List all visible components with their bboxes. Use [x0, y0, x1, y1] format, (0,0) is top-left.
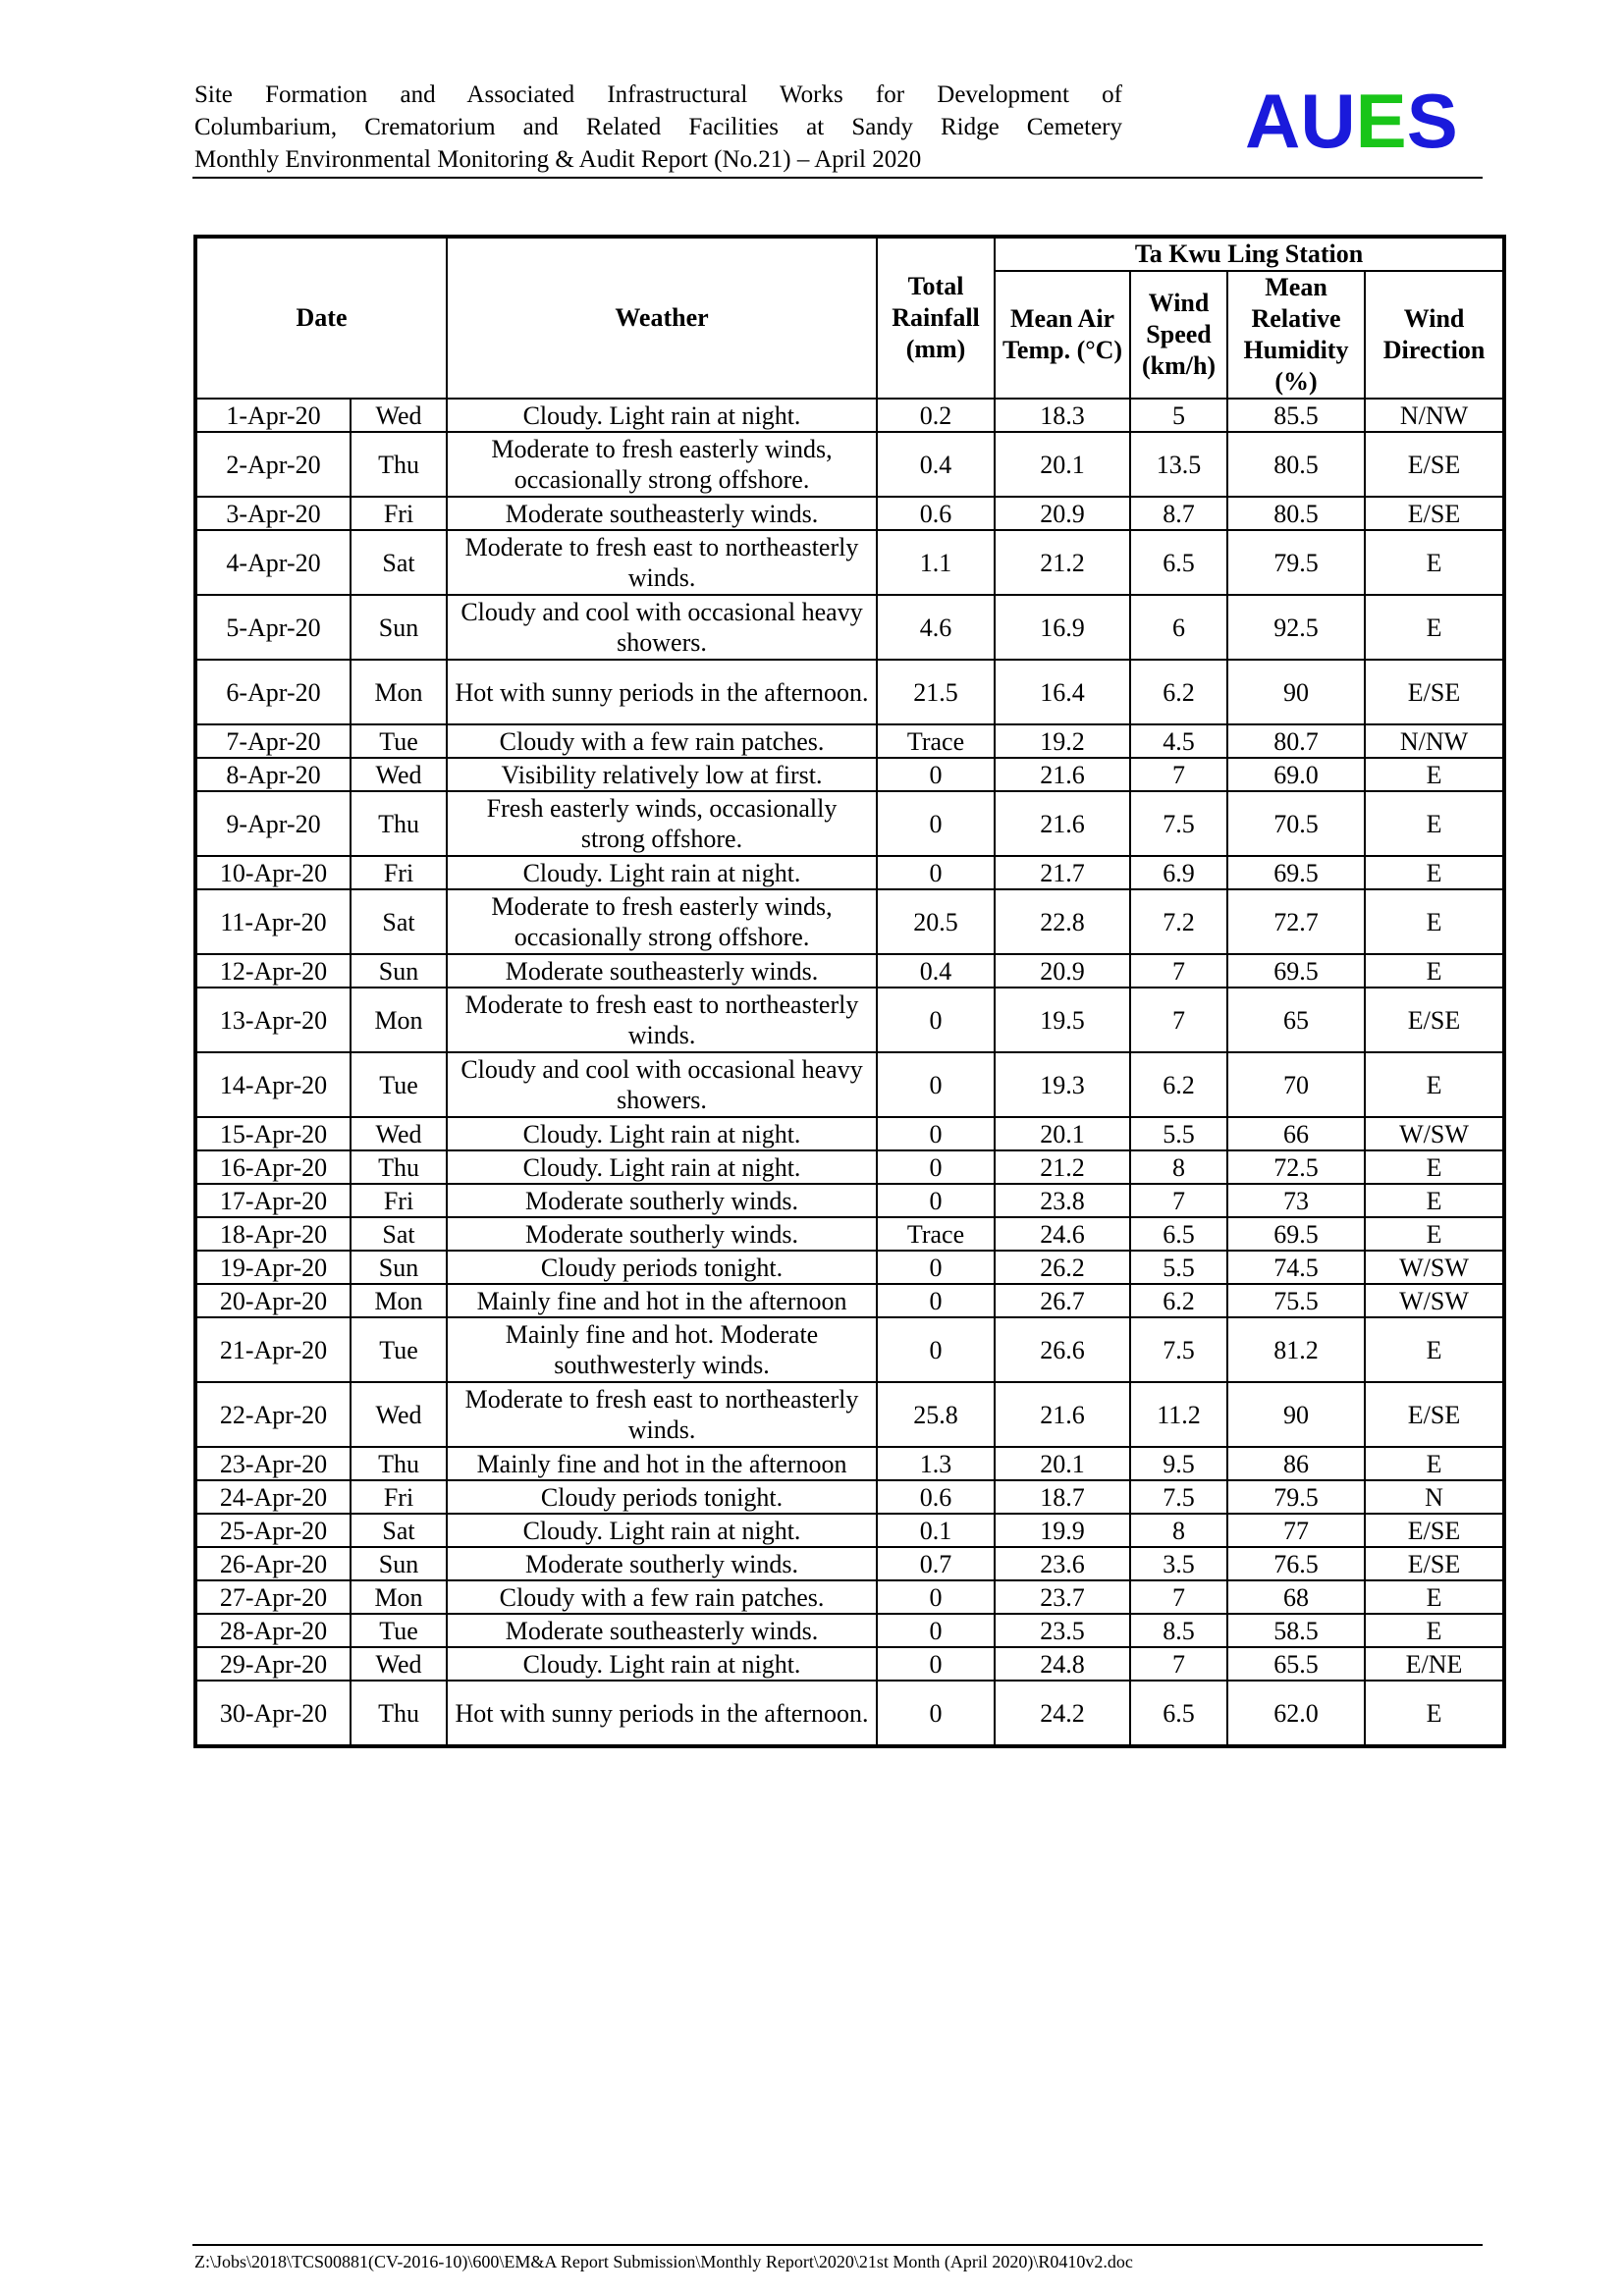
cell-weather: Moderate southeasterly winds. — [447, 497, 877, 530]
cell-temp: 26.6 — [995, 1317, 1130, 1382]
cell-humidity: 80.7 — [1227, 724, 1365, 758]
cell-day: Fri — [351, 497, 447, 530]
cell-rainfall: 0 — [877, 1117, 995, 1150]
cell-wind-speed: 7 — [1130, 1580, 1227, 1614]
cell-wind-speed: 13.5 — [1130, 432, 1227, 497]
table-row — [195, 660, 1504, 724]
cell-rainfall: 0.2 — [877, 399, 995, 432]
cell-day: Fri — [351, 1184, 447, 1217]
cell-humidity: 85.5 — [1227, 399, 1365, 432]
cell-rainfall: 1.1 — [877, 530, 995, 595]
cell-wind-direction: E — [1365, 889, 1504, 954]
cell-date: 26-Apr-20 — [195, 1547, 351, 1580]
header-wind-direction: Wind Direction — [1365, 271, 1504, 399]
cell-wind-speed: 6.5 — [1130, 1681, 1227, 1746]
cell-temp: 21.2 — [995, 530, 1130, 595]
cell-rainfall: 0 — [877, 758, 995, 791]
cell-rainfall: 0 — [877, 1150, 995, 1184]
cell-rainfall: Trace — [877, 724, 995, 758]
cell-weather: Moderate to fresh east to northeasterly winds. — [447, 1382, 877, 1447]
cell-rainfall: 0 — [877, 1251, 995, 1284]
cell-day: Tue — [351, 1317, 447, 1382]
cell-wind-speed: 6.5 — [1130, 1217, 1227, 1251]
cell-temp: 18.3 — [995, 399, 1130, 432]
cell-day: Tue — [351, 1052, 447, 1117]
cell-day: Tue — [351, 724, 447, 758]
cell-weather: Cloudy periods tonight. — [447, 1251, 877, 1284]
table-row — [195, 954, 1504, 988]
cell-humidity: 70.5 — [1227, 791, 1365, 856]
table-row — [195, 1447, 1504, 1480]
cell-wind-speed: 6.9 — [1130, 856, 1227, 889]
cell-wind-direction: E — [1365, 530, 1504, 595]
cell-wind-direction: N — [1365, 1480, 1504, 1514]
weather-rows — [195, 399, 1504, 1746]
table-row — [195, 889, 1504, 954]
cell-wind-direction: E/SE — [1365, 660, 1504, 724]
cell-wind-direction: E — [1365, 1052, 1504, 1117]
cell-date: 10-Apr-20 — [195, 856, 351, 889]
cell-date: 14-Apr-20 — [195, 1052, 351, 1117]
table-row — [195, 1580, 1504, 1614]
table-row — [195, 988, 1504, 1052]
cell-weather: Cloudy and cool with occasional heavy showers. — [447, 595, 877, 660]
cell-temp: 20.1 — [995, 1117, 1130, 1150]
cell-date: 8-Apr-20 — [195, 758, 351, 791]
cell-humidity: 79.5 — [1227, 530, 1365, 595]
cell-rainfall: 0 — [877, 856, 995, 889]
table-row — [195, 1217, 1504, 1251]
cell-date: 2-Apr-20 — [195, 432, 351, 497]
table-row — [195, 1681, 1504, 1746]
header-divider — [192, 177, 1483, 179]
cell-wind-speed: 8.5 — [1130, 1614, 1227, 1647]
header-rainfall: Total Rainfall (mm) — [877, 237, 995, 399]
cell-temp: 20.1 — [995, 432, 1130, 497]
cell-weather: Moderate to fresh east to northeasterly winds. — [447, 530, 877, 595]
cell-wind-direction: E — [1365, 1614, 1504, 1647]
cell-humidity: 74.5 — [1227, 1251, 1365, 1284]
report-title — [194, 79, 1122, 176]
cell-temp: 24.8 — [995, 1647, 1130, 1681]
cell-humidity: 72.5 — [1227, 1150, 1365, 1184]
cell-date: 1-Apr-20 — [195, 399, 351, 432]
table-row — [195, 1514, 1504, 1547]
cell-day: Sat — [351, 1514, 447, 1547]
cell-date: 23-Apr-20 — [195, 1447, 351, 1480]
cell-humidity: 90 — [1227, 660, 1365, 724]
cell-rainfall: 0 — [877, 791, 995, 856]
cell-wind-direction: E/SE — [1365, 1547, 1504, 1580]
cell-rainfall: 0.7 — [877, 1547, 995, 1580]
cell-day: Sun — [351, 1547, 447, 1580]
cell-wind-direction: E/SE — [1365, 1514, 1504, 1547]
cell-weather: Moderate southerly winds. — [447, 1547, 877, 1580]
cell-wind-speed: 7 — [1130, 758, 1227, 791]
cell-temp: 24.2 — [995, 1681, 1130, 1746]
cell-wind-speed: 7 — [1130, 1647, 1227, 1681]
cell-humidity: 81.2 — [1227, 1317, 1365, 1382]
cell-humidity: 72.7 — [1227, 889, 1365, 954]
logo-part-e: E — [1355, 78, 1407, 164]
cell-wind-speed: 7.5 — [1130, 1480, 1227, 1514]
header-weather: Weather — [447, 237, 877, 399]
cell-rainfall: 25.8 — [877, 1382, 995, 1447]
cell-wind-speed: 8 — [1130, 1150, 1227, 1184]
table-row — [195, 1317, 1504, 1382]
cell-date: 12-Apr-20 — [195, 954, 351, 988]
cell-date: 4-Apr-20 — [195, 530, 351, 595]
cell-rainfall: 1.3 — [877, 1447, 995, 1480]
header-wind-speed: Wind Speed (km/h) — [1130, 271, 1227, 399]
cell-temp: 18.7 — [995, 1480, 1130, 1514]
cell-weather: Cloudy periods tonight. — [447, 1480, 877, 1514]
cell-weather: Moderate to fresh easterly winds, occasionally strong offshore. — [447, 889, 877, 954]
cell-temp: 23.8 — [995, 1184, 1130, 1217]
cell-humidity: 68 — [1227, 1580, 1365, 1614]
cell-date: 29-Apr-20 — [195, 1647, 351, 1681]
cell-wind-speed: 8 — [1130, 1514, 1227, 1547]
cell-weather: Hot with sunny periods in the afternoon. — [447, 660, 877, 724]
cell-wind-direction: E — [1365, 1447, 1504, 1480]
cell-wind-speed: 7.5 — [1130, 791, 1227, 856]
cell-wind-direction: E/SE — [1365, 988, 1504, 1052]
cell-date: 9-Apr-20 — [195, 791, 351, 856]
cell-rainfall: Trace — [877, 1217, 995, 1251]
cell-wind-speed: 7.2 — [1130, 889, 1227, 954]
cell-weather: Mainly fine and hot in the afternoon — [447, 1284, 877, 1317]
cell-weather: Cloudy and cool with occasional heavy showers. — [447, 1052, 877, 1117]
cell-rainfall: 0 — [877, 1647, 995, 1681]
cell-temp: 16.4 — [995, 660, 1130, 724]
cell-day: Sun — [351, 1251, 447, 1284]
logo-part-au: AU — [1245, 78, 1356, 164]
cell-wind-speed: 4.5 — [1130, 724, 1227, 758]
table-row — [195, 758, 1504, 791]
cell-weather: Fresh easterly winds, occasionally strong offshore. — [447, 791, 877, 856]
aues-logo — [1245, 78, 1458, 164]
cell-humidity: 80.5 — [1227, 432, 1365, 497]
table-row — [195, 1480, 1504, 1514]
cell-wind-direction: E — [1365, 1317, 1504, 1382]
cell-weather: Moderate southeasterly winds. — [447, 954, 877, 988]
cell-day: Sun — [351, 954, 447, 988]
cell-wind-speed: 6 — [1130, 595, 1227, 660]
cell-day: Mon — [351, 1580, 447, 1614]
cell-wind-direction: E — [1365, 1150, 1504, 1184]
table-row — [195, 1251, 1504, 1284]
cell-humidity: 70 — [1227, 1052, 1365, 1117]
cell-wind-direction: W/SW — [1365, 1251, 1504, 1284]
cell-date: 15-Apr-20 — [195, 1117, 351, 1150]
cell-day: Wed — [351, 1382, 447, 1447]
cell-date: 28-Apr-20 — [195, 1614, 351, 1647]
cell-humidity: 69.0 — [1227, 758, 1365, 791]
cell-temp: 23.6 — [995, 1547, 1130, 1580]
cell-rainfall: 0 — [877, 1052, 995, 1117]
cell-humidity: 79.5 — [1227, 1480, 1365, 1514]
cell-rainfall: 20.5 — [877, 889, 995, 954]
cell-rainfall: 0.6 — [877, 1480, 995, 1514]
header-date: Date — [195, 237, 447, 399]
cell-wind-speed: 7.5 — [1130, 1317, 1227, 1382]
cell-humidity: 66 — [1227, 1117, 1365, 1150]
weather-table — [193, 235, 1506, 1748]
cell-rainfall: 0.1 — [877, 1514, 995, 1547]
cell-wind-speed: 6.5 — [1130, 530, 1227, 595]
file-path: Z:\Jobs\2018\TCS00881(CV-2016-10)\600\EM&A Report Submission\Monthly Report\2020\21st Month (April 2020)\R0410v2.doc — [194, 2252, 1133, 2271]
cell-weather: Visibility relatively low at first. — [447, 758, 877, 791]
cell-day: Sat — [351, 889, 447, 954]
footer-divider — [192, 2244, 1483, 2246]
cell-wind-speed: 7 — [1130, 988, 1227, 1052]
cell-temp: 23.5 — [995, 1614, 1130, 1647]
cell-rainfall: 0.4 — [877, 954, 995, 988]
cell-humidity: 76.5 — [1227, 1547, 1365, 1580]
cell-humidity: 80.5 — [1227, 497, 1365, 530]
cell-date: 3-Apr-20 — [195, 497, 351, 530]
cell-date: 27-Apr-20 — [195, 1580, 351, 1614]
cell-temp: 20.9 — [995, 497, 1130, 530]
cell-rainfall: 21.5 — [877, 660, 995, 724]
cell-wind-speed: 5.5 — [1130, 1117, 1227, 1150]
cell-wind-direction: E — [1365, 1681, 1504, 1746]
cell-wind-speed: 6.2 — [1130, 1052, 1227, 1117]
cell-humidity: 65 — [1227, 988, 1365, 1052]
cell-temp: 16.9 — [995, 595, 1130, 660]
cell-weather: Moderate to fresh easterly winds, occasionally strong offshore. — [447, 432, 877, 497]
table-row — [195, 399, 1504, 432]
cell-temp: 20.1 — [995, 1447, 1130, 1480]
cell-date: 25-Apr-20 — [195, 1514, 351, 1547]
cell-wind-speed: 7 — [1130, 954, 1227, 988]
cell-weather: Cloudy with a few rain patches. — [447, 1580, 877, 1614]
cell-day: Thu — [351, 432, 447, 497]
cell-weather: Moderate southerly winds. — [447, 1184, 877, 1217]
cell-weather: Cloudy. Light rain at night. — [447, 1117, 877, 1150]
cell-wind-direction: E — [1365, 1580, 1504, 1614]
cell-date: 30-Apr-20 — [195, 1681, 351, 1746]
cell-humidity: 77 — [1227, 1514, 1365, 1547]
cell-humidity: 90 — [1227, 1382, 1365, 1447]
table-row — [195, 724, 1504, 758]
cell-wind-speed: 3.5 — [1130, 1547, 1227, 1580]
cell-temp: 26.2 — [995, 1251, 1130, 1284]
table-row — [195, 595, 1504, 660]
cell-rainfall: 0 — [877, 988, 995, 1052]
cell-wind-direction: E — [1365, 1184, 1504, 1217]
cell-temp: 19.3 — [995, 1052, 1130, 1117]
cell-rainfall: 4.6 — [877, 595, 995, 660]
cell-humidity: 62.0 — [1227, 1681, 1365, 1746]
cell-weather: Cloudy with a few rain patches. — [447, 724, 877, 758]
cell-date: 13-Apr-20 — [195, 988, 351, 1052]
cell-wind-speed: 6.2 — [1130, 1284, 1227, 1317]
cell-day: Thu — [351, 1681, 447, 1746]
cell-humidity: 73 — [1227, 1184, 1365, 1217]
table-row — [195, 432, 1504, 497]
cell-weather: Mainly fine and hot. Moderate southwesterly winds. — [447, 1317, 877, 1382]
table-row — [195, 1547, 1504, 1580]
table-row — [195, 791, 1504, 856]
cell-weather: Moderate southeasterly winds. — [447, 1614, 877, 1647]
cell-temp: 21.6 — [995, 1382, 1130, 1447]
table-row — [195, 497, 1504, 530]
cell-weather: Cloudy. Light rain at night. — [447, 856, 877, 889]
cell-temp: 20.9 — [995, 954, 1130, 988]
cell-humidity: 92.5 — [1227, 595, 1365, 660]
cell-day: Tue — [351, 1614, 447, 1647]
cell-wind-speed: 6.2 — [1130, 660, 1227, 724]
cell-wind-direction: E/SE — [1365, 1382, 1504, 1447]
cell-day: Sat — [351, 1217, 447, 1251]
cell-rainfall: 0.6 — [877, 497, 995, 530]
cell-weather: Mainly fine and hot in the afternoon — [447, 1447, 877, 1480]
cell-rainfall: 0.4 — [877, 432, 995, 497]
logo-part-s: S — [1406, 78, 1458, 164]
cell-wind-speed: 5.5 — [1130, 1251, 1227, 1284]
cell-temp: 22.8 — [995, 889, 1130, 954]
cell-wind-direction: W/SW — [1365, 1284, 1504, 1317]
cell-humidity: 75.5 — [1227, 1284, 1365, 1317]
cell-humidity: 58.5 — [1227, 1614, 1365, 1647]
table-row — [195, 530, 1504, 595]
cell-date: 16-Apr-20 — [195, 1150, 351, 1184]
cell-wind-direction: E — [1365, 856, 1504, 889]
table-row — [195, 1614, 1504, 1647]
cell-date: 22-Apr-20 — [195, 1382, 351, 1447]
cell-wind-direction: E — [1365, 954, 1504, 988]
cell-date: 20-Apr-20 — [195, 1284, 351, 1317]
cell-day: Wed — [351, 758, 447, 791]
table-row — [195, 1647, 1504, 1681]
cell-date: 19-Apr-20 — [195, 1251, 351, 1284]
cell-weather: Moderate to fresh east to northeasterly winds. — [447, 988, 877, 1052]
table-row — [195, 1117, 1504, 1150]
table-row — [195, 1382, 1504, 1447]
cell-day: Wed — [351, 399, 447, 432]
table-row — [195, 1052, 1504, 1117]
cell-temp: 21.7 — [995, 856, 1130, 889]
cell-wind-speed: 11.2 — [1130, 1382, 1227, 1447]
cell-day: Mon — [351, 660, 447, 724]
cell-date: 24-Apr-20 — [195, 1480, 351, 1514]
cell-wind-direction: E — [1365, 1217, 1504, 1251]
cell-temp: 23.7 — [995, 1580, 1130, 1614]
table-row — [195, 1284, 1504, 1317]
cell-temp: 19.5 — [995, 988, 1130, 1052]
cell-day: Sun — [351, 595, 447, 660]
cell-date: 6-Apr-20 — [195, 660, 351, 724]
header-station: Ta Kwu Ling Station — [995, 237, 1504, 271]
cell-day: Mon — [351, 988, 447, 1052]
cell-day: Thu — [351, 1150, 447, 1184]
cell-wind-direction: E/SE — [1365, 497, 1504, 530]
cell-date: 5-Apr-20 — [195, 595, 351, 660]
cell-wind-speed: 8.7 — [1130, 497, 1227, 530]
cell-wind-speed: 5 — [1130, 399, 1227, 432]
cell-humidity: 69.5 — [1227, 856, 1365, 889]
cell-day: Thu — [351, 1447, 447, 1480]
cell-humidity: 69.5 — [1227, 1217, 1365, 1251]
cell-day: Fri — [351, 856, 447, 889]
cell-humidity: 86 — [1227, 1447, 1365, 1480]
cell-date: 18-Apr-20 — [195, 1217, 351, 1251]
table-row — [195, 856, 1504, 889]
cell-day: Mon — [351, 1284, 447, 1317]
cell-weather: Cloudy. Light rain at night. — [447, 1150, 877, 1184]
cell-day: Sat — [351, 530, 447, 595]
cell-wind-direction: E — [1365, 758, 1504, 791]
header-line-2: Columbarium, Crematorium and Related Facilities at Sandy Ridge Cemetery — [194, 114, 1122, 140]
cell-wind-speed: 7 — [1130, 1184, 1227, 1217]
cell-temp: 21.6 — [995, 758, 1130, 791]
cell-day: Wed — [351, 1647, 447, 1681]
cell-temp: 21.2 — [995, 1150, 1130, 1184]
cell-weather: Hot with sunny periods in the afternoon. — [447, 1681, 877, 1746]
cell-weather: Cloudy. Light rain at night. — [447, 399, 877, 432]
cell-wind-speed: 9.5 — [1130, 1447, 1227, 1480]
cell-temp: 21.6 — [995, 791, 1130, 856]
header-line-1: Site Formation and Associated Infrastructural Works for Development of — [194, 81, 1122, 108]
cell-rainfall: 0 — [877, 1284, 995, 1317]
cell-rainfall: 0 — [877, 1614, 995, 1647]
cell-temp: 19.9 — [995, 1514, 1130, 1547]
cell-day: Thu — [351, 791, 447, 856]
cell-wind-direction: N/NW — [1365, 724, 1504, 758]
cell-rainfall: 0 — [877, 1580, 995, 1614]
table-row — [195, 1184, 1504, 1217]
header-line-3: Monthly Environmental Monitoring & Audit Report (No.21) – April 2020 — [194, 146, 922, 173]
cell-date: 17-Apr-20 — [195, 1184, 351, 1217]
table-row — [195, 1150, 1504, 1184]
cell-rainfall: 0 — [877, 1184, 995, 1217]
cell-temp: 24.6 — [995, 1217, 1130, 1251]
cell-wind-direction: E/NE — [1365, 1647, 1504, 1681]
cell-day: Wed — [351, 1117, 447, 1150]
cell-date: 21-Apr-20 — [195, 1317, 351, 1382]
cell-wind-direction: E — [1365, 791, 1504, 856]
cell-temp: 19.2 — [995, 724, 1130, 758]
cell-humidity: 65.5 — [1227, 1647, 1365, 1681]
cell-rainfall: 0 — [877, 1681, 995, 1746]
cell-weather: Moderate southerly winds. — [447, 1217, 877, 1251]
cell-wind-direction: E/SE — [1365, 432, 1504, 497]
cell-date: 7-Apr-20 — [195, 724, 351, 758]
cell-temp: 26.7 — [995, 1284, 1130, 1317]
cell-day: Fri — [351, 1480, 447, 1514]
header-humidity: Mean Relative Humidity (%) — [1227, 271, 1365, 399]
cell-wind-direction: E — [1365, 595, 1504, 660]
cell-wind-direction: W/SW — [1365, 1117, 1504, 1150]
header-temp: Mean Air Temp. (°C) — [995, 271, 1130, 399]
cell-wind-direction: N/NW — [1365, 399, 1504, 432]
cell-humidity: 69.5 — [1227, 954, 1365, 988]
cell-rainfall: 0 — [877, 1317, 995, 1382]
cell-date: 11-Apr-20 — [195, 889, 351, 954]
cell-weather: Cloudy. Light rain at night. — [447, 1647, 877, 1681]
cell-weather: Cloudy. Light rain at night. — [447, 1514, 877, 1547]
